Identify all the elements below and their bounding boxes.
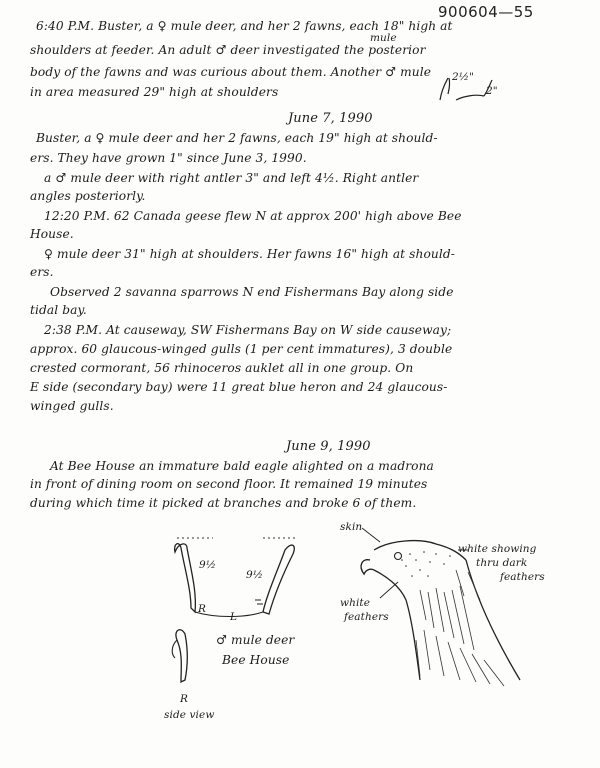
note-line: House.: [30, 227, 74, 241]
note-line: ers. They have grown 1" since June 3, 1990.: [30, 151, 307, 165]
note-line: in front of dining room on second floor. It remained 19 minutes: [30, 477, 428, 491]
note-line: E side (secondary bay) were 11 great blue heron and 24 glaucous-: [30, 380, 448, 394]
note-line: approx. 60 glaucous-winged gulls (1 per cent immatures), 3 double: [30, 342, 453, 356]
note-line: 6:40 P.M. Buster, a ♀ mule deer, and her 2 fawns, each 18" high at: [36, 19, 453, 33]
sketch-label: 9½: [199, 559, 217, 571]
note-line: a ♂ mule deer with right antler 3" and left 4½. Right antler: [44, 171, 419, 185]
sketch-label: skin: [340, 521, 363, 533]
antler-sketch: [165, 530, 315, 720]
note-line: Observed 2 savanna sparrows N end Fishermans Bay along side: [50, 285, 454, 299]
entry-date: June 9, 1990: [286, 439, 371, 454]
sketch-caption: Bee House: [222, 653, 290, 667]
note-line: in area measured 29" high at shoulders: [30, 85, 279, 99]
sketch-label: white: [340, 597, 371, 609]
sketch-label: L: [230, 611, 238, 623]
note-line: 12:20 P.M. 62 Canada geese flew N at approx 200' high above Bee: [44, 209, 462, 223]
sketch-label: feathers: [344, 611, 389, 623]
note-line: shoulders at feeder. An adult ♂ deer investigated the posterior: [30, 43, 426, 57]
small-antler-sketch: [436, 71, 516, 104]
note-line: At Bee House an immature bald eagle alighted on a madrona: [50, 459, 434, 473]
note-line: 2:38 P.M. At causeway, SW Fishermans Bay on W side causeway;: [44, 323, 452, 337]
note-line: winged gulls.: [30, 399, 114, 413]
sketch-label: R: [180, 693, 189, 705]
note-line: ♀ mule deer 31" high at shoulders. Her fawns 16" high at should-: [44, 247, 455, 261]
page-code: 900604—55: [438, 3, 534, 21]
sketch-label: thru dark: [476, 557, 528, 569]
insert-word: mule: [370, 32, 397, 44]
note-line: Buster, a ♀ mule deer and her 2 fawns, each 19" high at should-: [36, 131, 438, 145]
note-line: tidal bay.: [30, 303, 87, 317]
sketch-caption: ♂ mule deer: [216, 633, 295, 647]
note-line: crested cormorant, 56 rhinoceros auklet all in one group. On: [30, 361, 414, 375]
note-line: body of the fawns and was curious about them. Another ♂ mule: [30, 65, 432, 79]
note-line: ers.: [30, 265, 54, 279]
antler-measure: 2": [486, 85, 498, 97]
note-line: during which time it picked at branches and broke 6 of them.: [30, 496, 417, 510]
entry-date: June 7, 1990: [288, 111, 373, 126]
sketch-label: 9½: [246, 569, 264, 581]
sketch-label: white showing: [458, 543, 537, 555]
sketch-label: feathers: [500, 571, 545, 583]
sketch-label: side view: [164, 709, 215, 721]
note-line: angles posteriorly.: [30, 189, 146, 203]
antler-measure: 2½": [452, 71, 474, 83]
sketch-label: R: [198, 603, 207, 615]
